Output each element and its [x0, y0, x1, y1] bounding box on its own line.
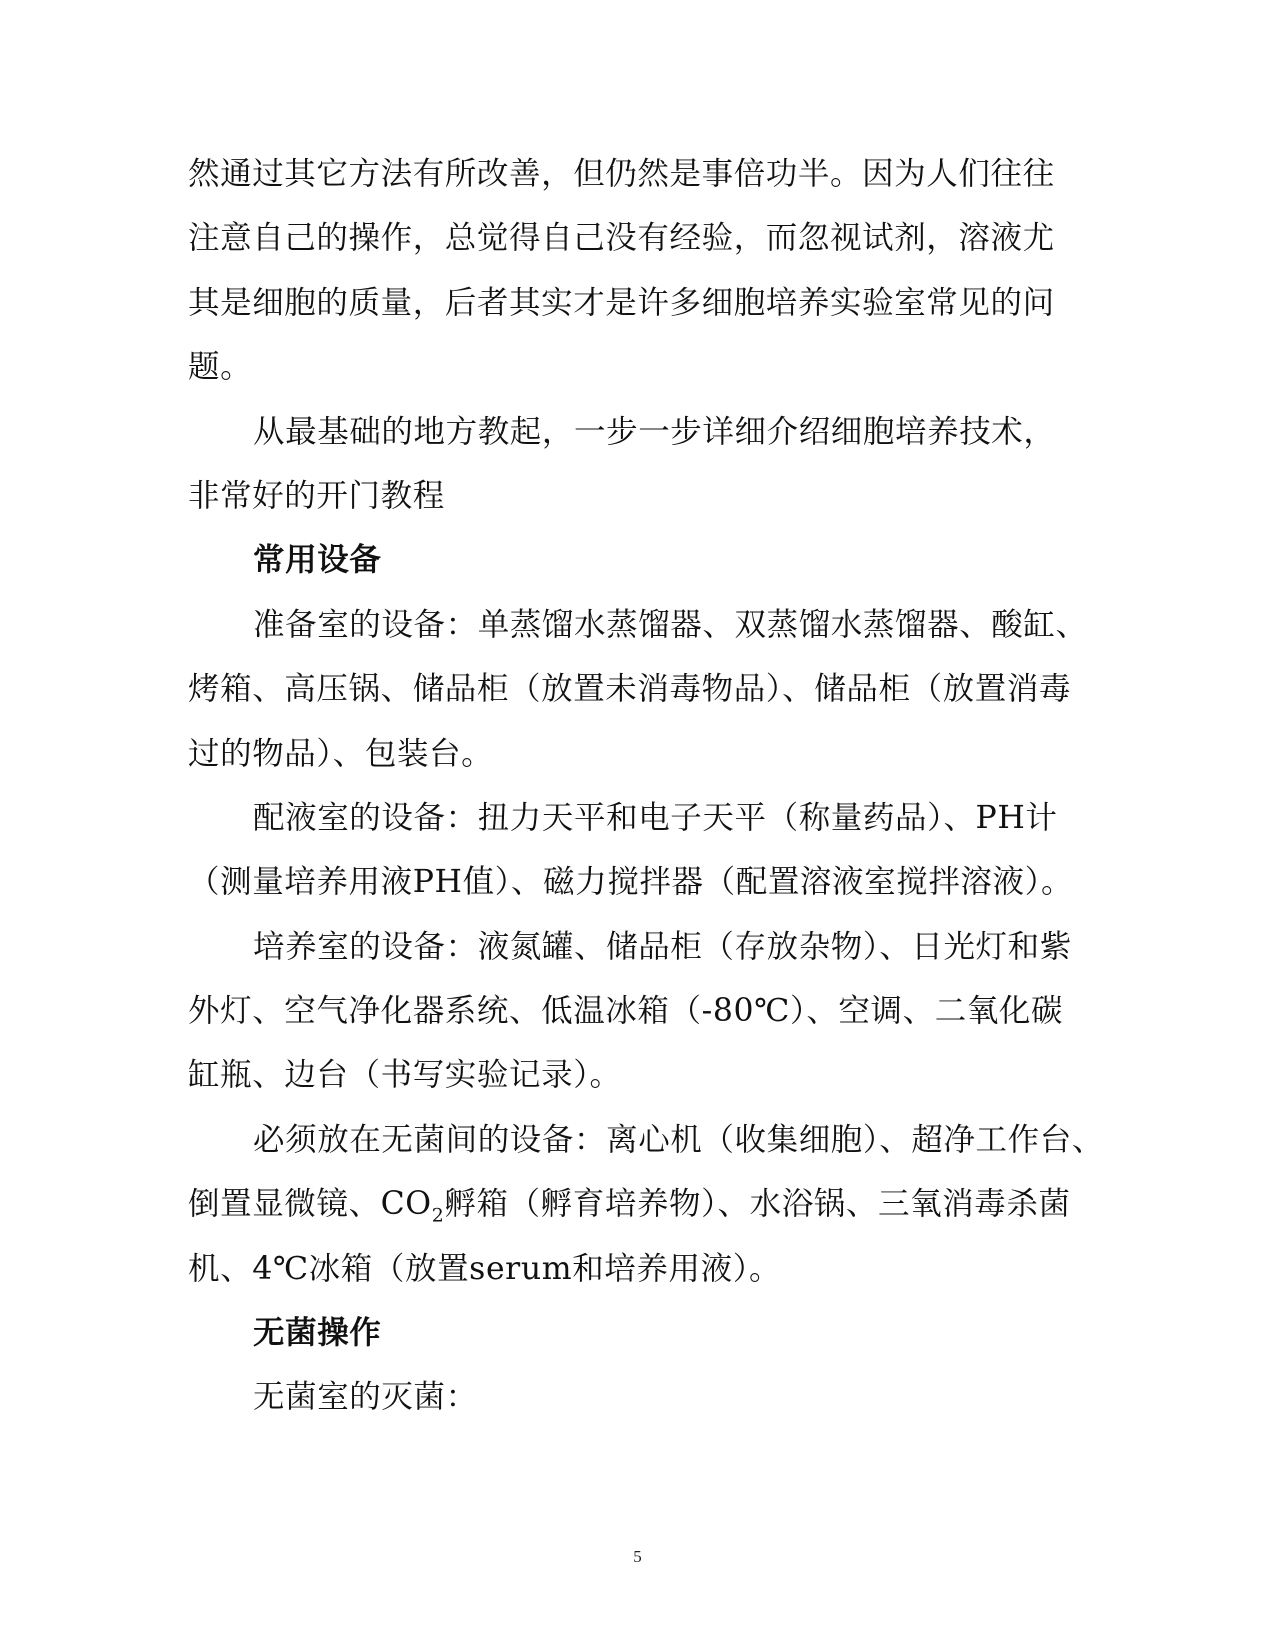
paragraph-line: 从最基础的地方教起，一步一步详细介绍细胞培养技术， [253, 413, 1056, 450]
paragraph-line: 过的物品）、包装台。 [188, 735, 494, 772]
paragraph-line-co2 [188, 1172, 1080, 1236]
paragraph-line: 准备室的设备：单蒸馏水蒸馏器、双蒸馏水蒸馏器、酸缸、 [253, 606, 1088, 643]
paragraph-line: 注意自己的操作，总觉得自己没有经验，而忽视试剂，溶液尤 [188, 220, 1055, 257]
paragraph-line: 必须放在无菌间的设备：离心机（收集细胞）、超净工作台、 [253, 1121, 1104, 1158]
paragraph-line: 非常好的开门教程 [188, 477, 445, 514]
document-body [188, 142, 1104, 1430]
co2-line-after: 孵箱（孵育培养物）、水浴锅、三氧消毒杀菌 [444, 1186, 1071, 1223]
paragraph-line: 然通过其它方法有所改善，但仍然是事倍功半。因为人们往往 [188, 156, 1055, 192]
paragraph-line: 配液室的设备：扭力天平和电子天平（称量药品）、PH计 [253, 799, 1058, 836]
paragraph-line: （测量培养用液PH值）、磁力搅拌器（配置溶液室搅拌溶液）。 [188, 864, 1074, 901]
paragraph-line: 缸瓶、边台（书写实验记录）。 [188, 1057, 622, 1094]
section-heading-common-equipment: 常用设备 [253, 542, 382, 579]
paragraph-line: 机、4℃冰箱（放置serum和培养用液）。 [188, 1250, 782, 1287]
paragraph-line: 其是细胞的质量，后者其实才是许多细胞培养实验室常见的问 [188, 284, 1055, 321]
page-number: 5 [633, 1547, 642, 1566]
paragraph-line: 无菌室的灭菌： [253, 1379, 478, 1416]
paragraph-line: 烤箱、高压锅、储品柜（放置未消毒物品）、储品柜（放置消毒 [188, 671, 1072, 708]
paragraph-line: 题。 [188, 349, 253, 386]
co2-subscript: 2 [431, 1204, 445, 1227]
co2-line-before: 倒置显微镜、CO [188, 1186, 432, 1223]
paragraph-line: 培养室的设备：液氮罐、储品柜（存放杂物）、日光灯和紫 [253, 928, 1072, 965]
paragraph-line: 外灯、空气净化器系统、低温冰箱（-80℃）、空调、二氧化碳 [188, 993, 1064, 1030]
section-heading-aseptic-operation: 无菌操作 [253, 1315, 382, 1352]
